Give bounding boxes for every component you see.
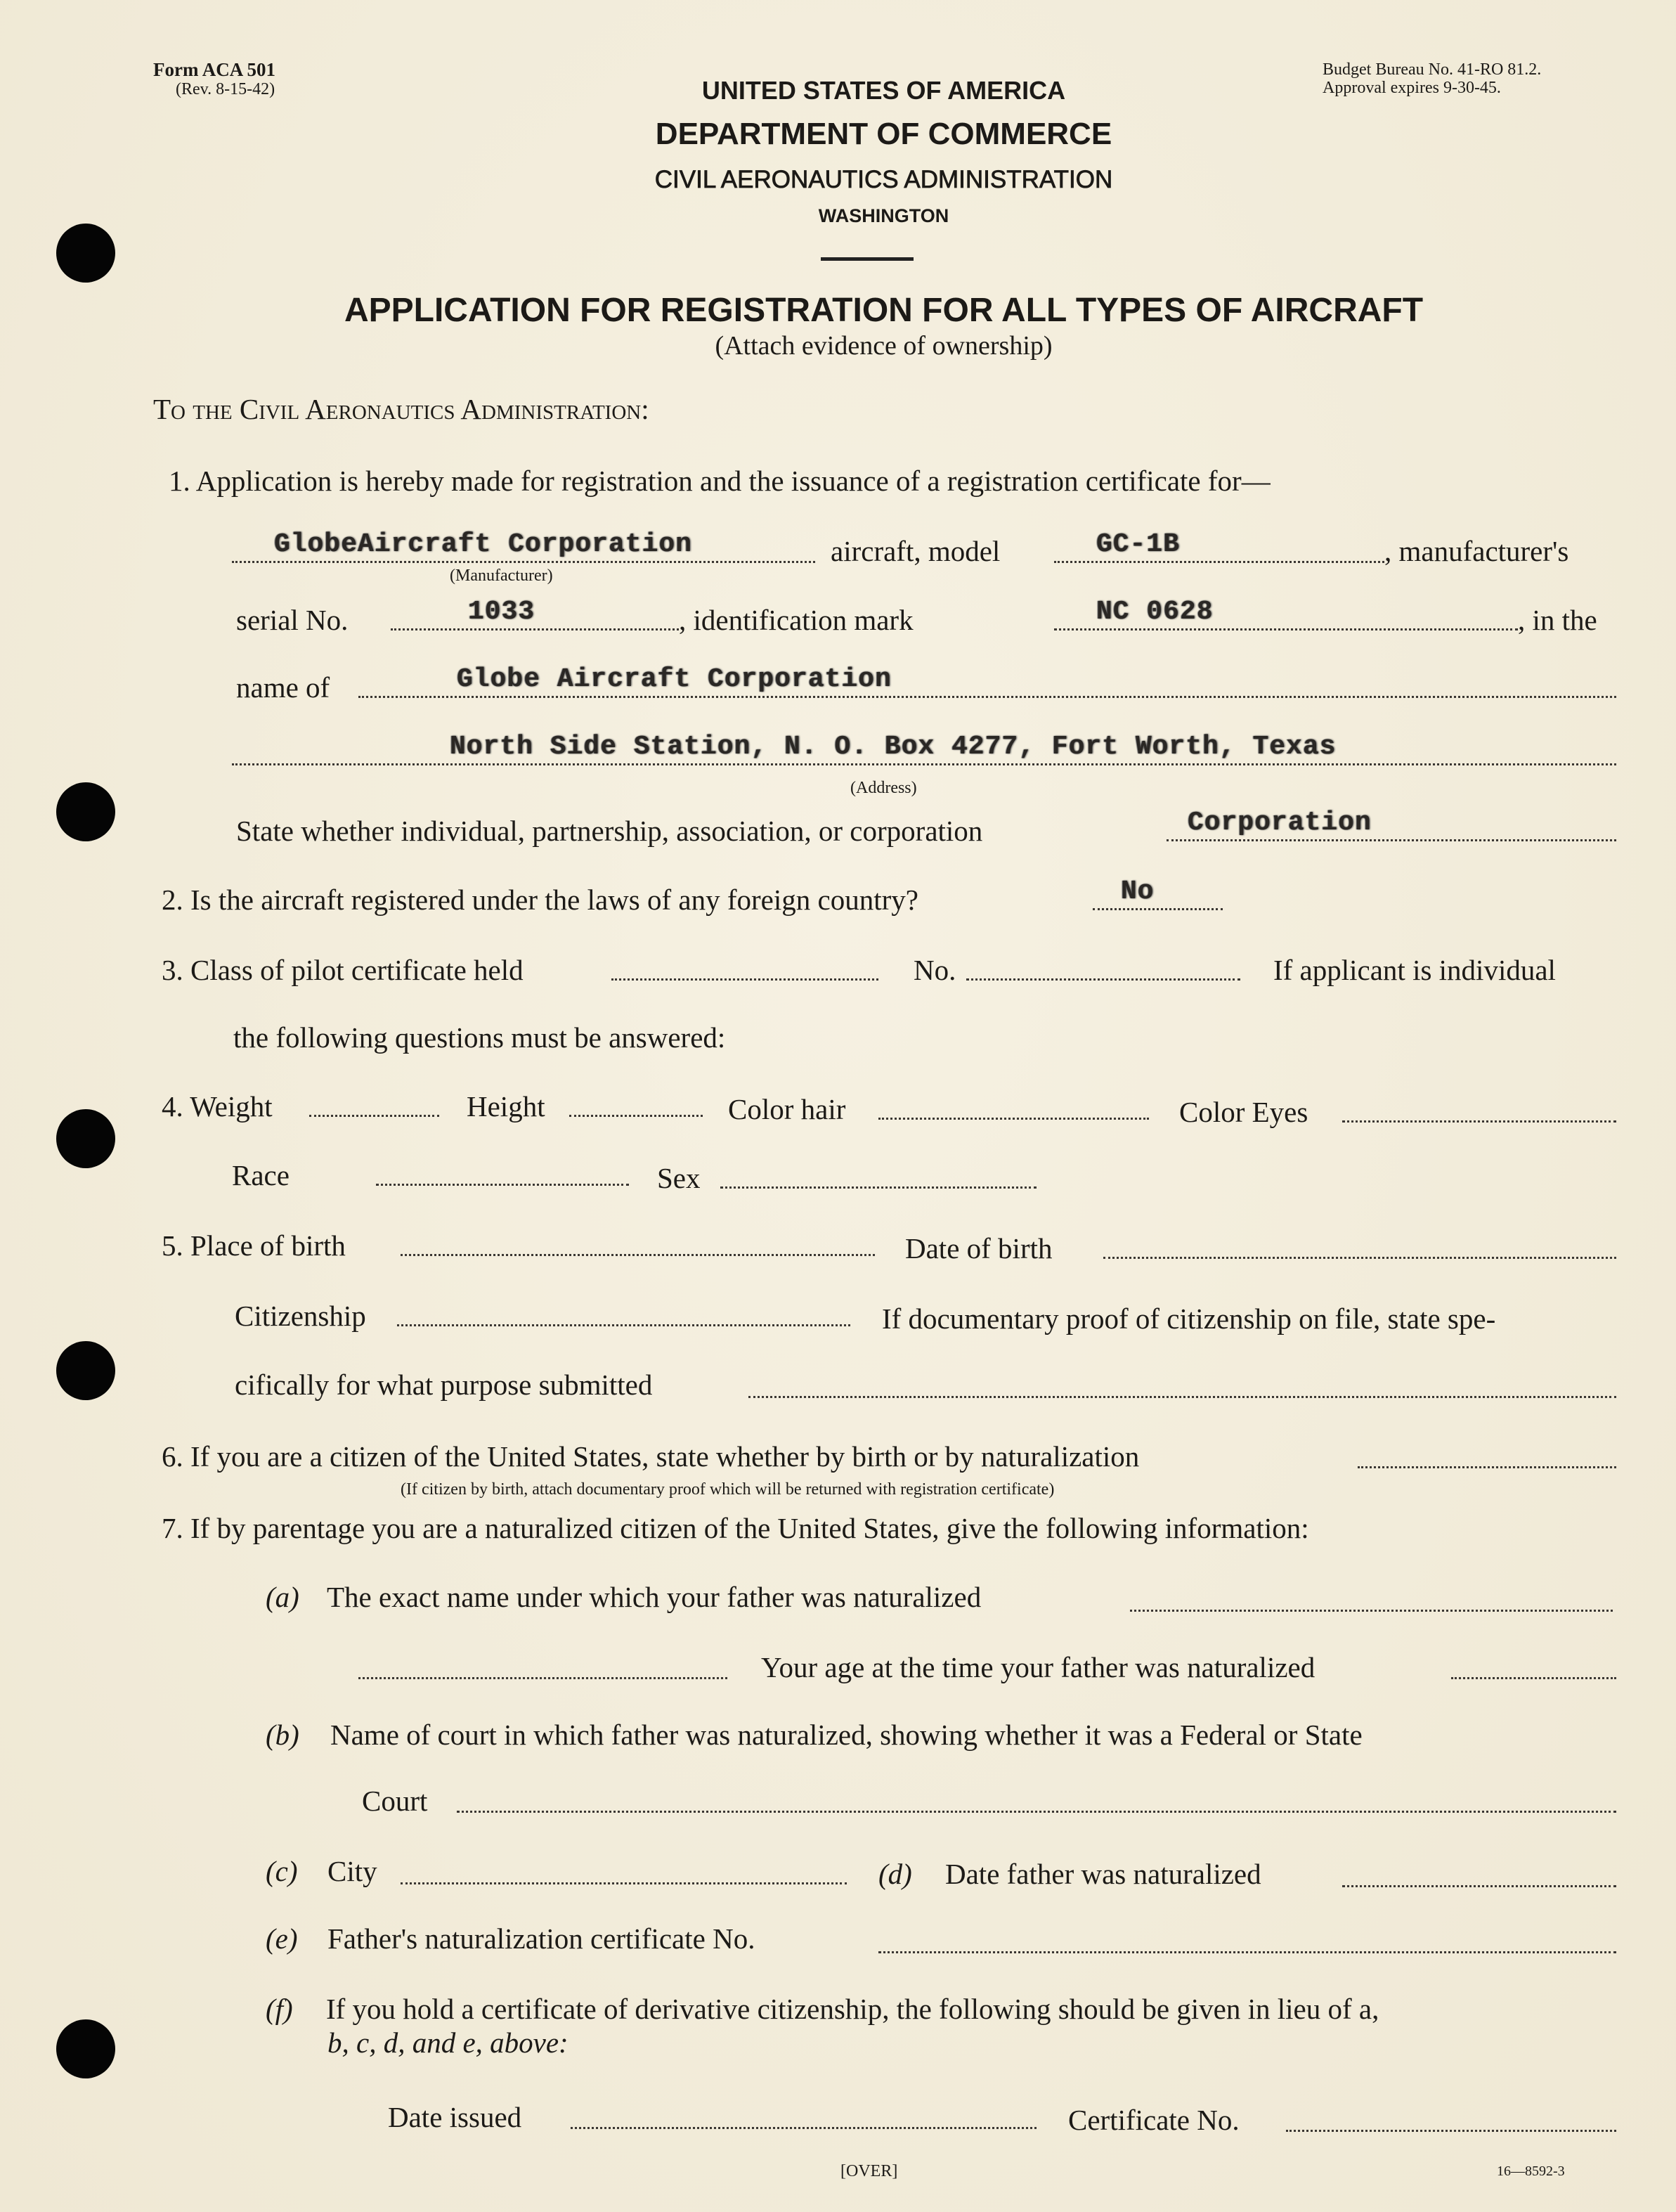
foreign-registration-value: No: [1121, 877, 1155, 907]
label: Date issued: [388, 2101, 522, 2133]
sex-field[interactable]: [720, 1157, 1037, 1189]
label: No.: [914, 954, 956, 986]
label: Date of birth: [905, 1232, 1053, 1265]
city-field[interactable]: [401, 1853, 847, 1884]
label: Race: [232, 1159, 290, 1191]
country-heading: UNITED STATES OF AMERICA: [701, 76, 1066, 105]
owner-name-value: Globe Aircraft Corporation: [457, 664, 892, 694]
print-code: 16—8592-3: [1497, 2164, 1565, 2179]
serial-value: 1033: [468, 597, 535, 627]
label: Height: [467, 1090, 545, 1123]
model-field[interactable]: [1054, 531, 1384, 563]
label: Sex: [657, 1162, 701, 1194]
label: , in the: [1518, 604, 1597, 636]
q6-note: (If citizen by birth, attach documentary proof which will be returned with registration certificate): [401, 1480, 1055, 1499]
label: Name of court in which father was naturalized, showing whether it was a Federal or State: [330, 1719, 1363, 1751]
model-value: GC-1B: [1096, 529, 1181, 560]
label: If you hold a certificate of derivative citizenship, the following should be given in lieu of a,: [326, 1993, 1379, 2025]
label: the following questions must be answered:: [233, 1021, 726, 1054]
label: Court: [362, 1785, 428, 1817]
punch-hole: [56, 224, 115, 283]
label: The exact name under which your father was naturalized: [327, 1581, 982, 1613]
salutation: To the Civil Aeronautics Administration:: [153, 393, 649, 425]
q1-text: 1. Application is hereby made for registration and the issuance of a registration certificate for—: [169, 465, 1271, 497]
label: serial No.: [236, 604, 349, 636]
foreign-registration-field[interactable]: [1093, 879, 1223, 910]
manufacturer-value: GlobeAircraft Corporation: [274, 529, 693, 560]
proof-purpose-field[interactable]: [748, 1366, 1616, 1398]
q2-text: 2. Is the aircraft registered under the laws of any foreign country?: [162, 884, 918, 916]
label: 5. Place of birth: [162, 1229, 346, 1262]
birthplace-field[interactable]: [401, 1224, 875, 1256]
form-number: Form ACA 501: [153, 59, 275, 80]
form-title: APPLICATION FOR REGISTRATION FOR ALL TYPES OF AIRCRAFT: [344, 292, 1424, 329]
identification-mark-field[interactable]: [1054, 599, 1518, 630]
label: b, c, d, and e, above:: [327, 2026, 569, 2059]
weight-field[interactable]: [309, 1085, 439, 1117]
label: (b): [266, 1719, 299, 1751]
punch-hole: [56, 782, 115, 841]
label: (c): [266, 1855, 298, 1887]
label: State whether individual, partnership, association, or corporation: [236, 815, 983, 847]
pilot-class-field[interactable]: [611, 949, 878, 981]
age-at-naturalization-field[interactable]: [1451, 1648, 1616, 1679]
citizenship-field[interactable]: [397, 1295, 850, 1326]
over-note: [OVER]: [840, 2162, 898, 2180]
label: Date father was naturalized: [945, 1858, 1261, 1890]
label: (e): [266, 1922, 298, 1955]
label: , manufacturer's: [1384, 535, 1569, 567]
address-field[interactable]: [232, 734, 1616, 765]
label: Certificate No.: [1068, 2104, 1240, 2136]
manufacturer-field[interactable]: [232, 531, 815, 563]
agency-heading: CIVIL AERONAUTICS ADMINISTRATION: [654, 166, 1113, 193]
label: (a): [266, 1581, 299, 1613]
father-certificate-field[interactable]: [878, 1922, 1616, 1953]
form-revision: (Rev. 8-15-42): [176, 80, 275, 98]
ident-value: NC 0628: [1096, 597, 1214, 627]
label: name of: [236, 671, 330, 704]
date-issued-field[interactable]: [571, 2097, 1037, 2129]
punch-hole: [56, 2019, 115, 2078]
height-field[interactable]: [569, 1085, 703, 1117]
label: If applicant is individual: [1273, 954, 1556, 986]
label: Color hair: [728, 1093, 846, 1125]
pilot-number-field[interactable]: [966, 949, 1240, 981]
address-value: North Side Station, N. O. Box 4277, Fort Worth, Texas: [450, 732, 1337, 762]
label: aircraft, model: [831, 535, 1001, 567]
department-heading: DEPARTMENT OF COMMERCE: [655, 117, 1112, 151]
label: cifically for what purpose submitted: [235, 1369, 653, 1401]
owner-name-field[interactable]: [358, 666, 1616, 698]
label: (d): [878, 1858, 912, 1890]
serial-field[interactable]: [391, 599, 679, 630]
label: If documentary proof of citizenship on file, state spe-: [882, 1302, 1496, 1335]
city-heading: WASHINGTON: [818, 205, 949, 226]
q7-text: 7. If by parentage you are a naturalized citizen of the United States, give the following information:: [162, 1512, 1309, 1544]
form-subtitle: (Attach evidence of ownership): [715, 331, 1053, 361]
father-name-field[interactable]: [1130, 1580, 1613, 1612]
label: Citizenship: [235, 1300, 366, 1332]
entity-value: Corporation: [1188, 808, 1372, 838]
approval-expiry: Approval expires 9-30-45.: [1323, 79, 1501, 97]
label: 4. Weight: [162, 1090, 273, 1123]
label: City: [327, 1855, 377, 1887]
hair-color-field[interactable]: [878, 1088, 1149, 1120]
court-field[interactable]: [457, 1781, 1616, 1813]
father-name-field-cont[interactable]: [358, 1648, 727, 1679]
divider: [821, 257, 914, 261]
certificate-number-field[interactable]: [1286, 2100, 1616, 2132]
label: (f): [266, 1993, 293, 2025]
punch-hole: [56, 1109, 115, 1168]
budget-bureau-number: Budget Bureau No. 41-RO 81.2.: [1323, 60, 1542, 79]
race-field[interactable]: [376, 1154, 629, 1186]
label: , identification mark: [679, 604, 914, 636]
eye-color-field[interactable]: [1342, 1091, 1616, 1123]
naturalization-date-field[interactable]: [1342, 1856, 1616, 1887]
citizenship-method-field[interactable]: [1358, 1437, 1616, 1468]
birth-date-field[interactable]: [1103, 1227, 1616, 1259]
caption: (Address): [850, 779, 917, 797]
q6-text: 6. If you are a citizen of the United States, state whether by birth or by naturalization: [162, 1440, 1140, 1473]
label: Father's naturalization certificate No.: [327, 1922, 755, 1955]
entity-type-field[interactable]: [1167, 810, 1616, 841]
label: Your age at the time your father was naturalized: [761, 1651, 1316, 1683]
caption: (Manufacturer): [450, 567, 553, 585]
punch-hole: [56, 1341, 115, 1400]
q3-text: 3. Class of pilot certificate held: [162, 954, 524, 986]
label: Color Eyes: [1179, 1096, 1308, 1128]
